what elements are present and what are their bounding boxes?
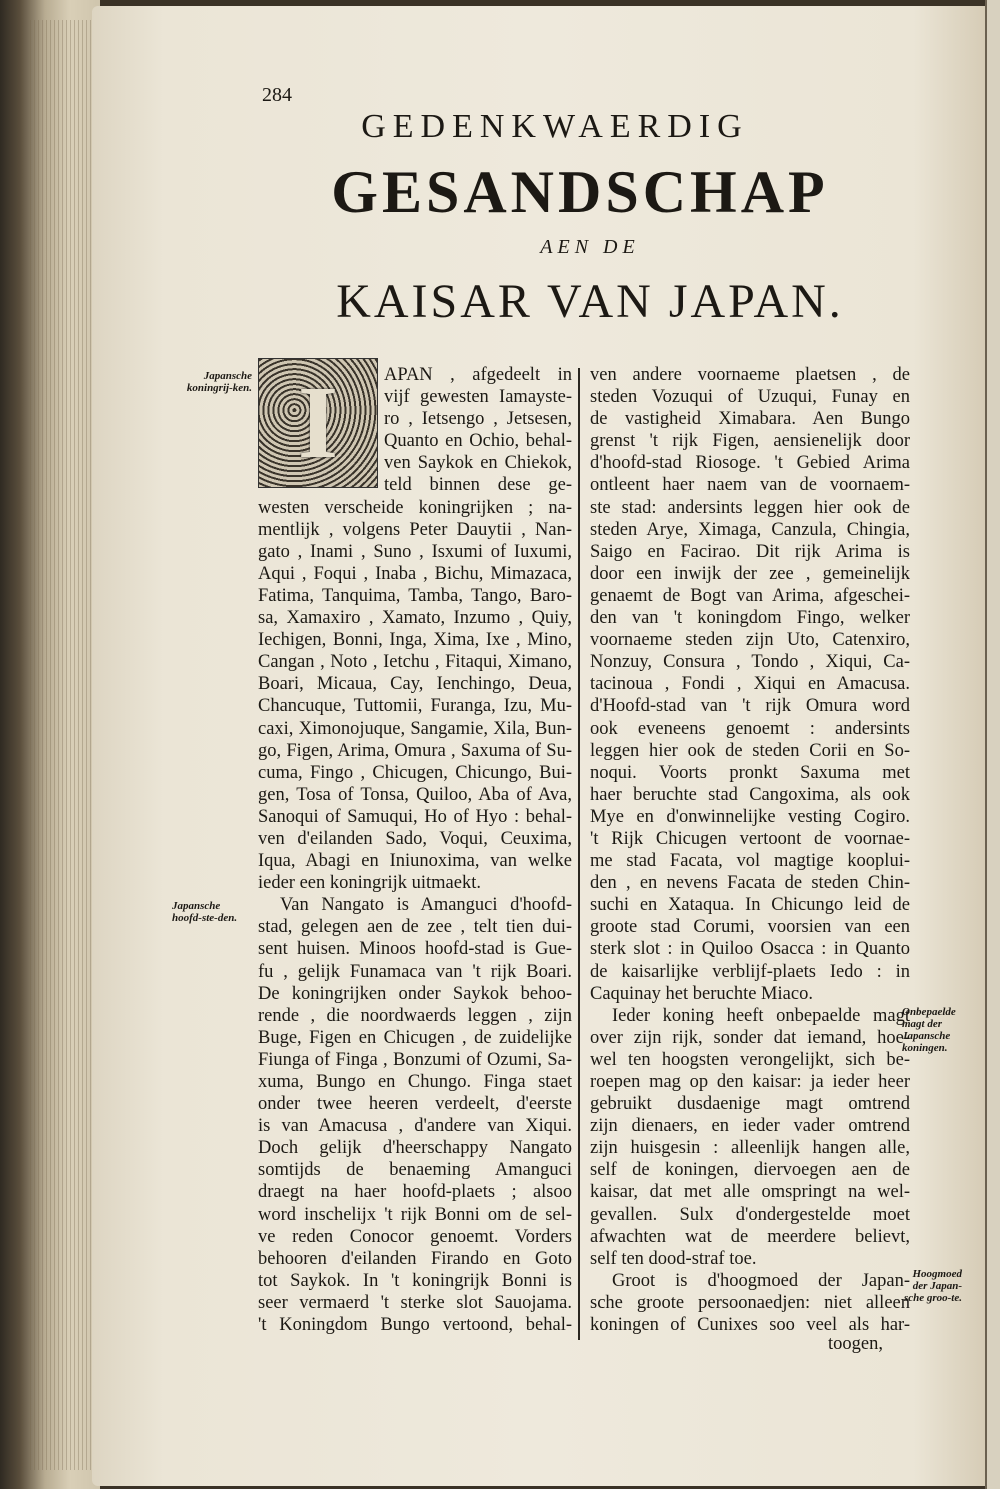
text-line: ontleent haer naem van de voornaem- <box>590 475 910 496</box>
text-line: rende , die noordwaerds leggen , zijn <box>258 1005 572 1026</box>
text-line: roepen mag op den kaisar: ja ieder heer <box>590 1072 910 1092</box>
right-text-column <box>590 364 910 1336</box>
text-line: afwachten wat de meerdere believt, <box>590 1226 910 1247</box>
text-line: gen, Tosa of Tonsa, Quiloo, Aba of Ava, <box>258 784 572 805</box>
text-line: Fiunga of Finga , Bonzumi of Ozumi, Sa- <box>258 1049 572 1070</box>
text-line: Saigo en Facirao. Dit rijk Arima is <box>590 541 910 562</box>
text-line: Nonzuy, Consura , Tondo , Xiqui, Ca- <box>590 652 910 673</box>
text-line: tacinoua , Fondi , Xiqui en Amacusa. <box>590 674 910 695</box>
text-line: sa, Xamaxiro , Xamato, Inzumo , Quiy, <box>258 608 572 629</box>
text-line: koningen of Cunixes soo veel als har- <box>590 1315 910 1336</box>
text-line: kaisar, dat met alle omspringt na wel- <box>590 1182 910 1203</box>
text-line: Quanto en Ochio, behal- <box>384 431 572 452</box>
margin-note: Japansche koningrij-ken. <box>186 370 252 394</box>
text-line: Cangan , Noto , Ietchu , Fitaqui, Ximano, <box>258 652 572 673</box>
title-line-2: GESANDSCHAP <box>331 159 829 225</box>
text-line: caxi, Ximonojuque, Sangamie, Xila, Bun- <box>258 718 572 739</box>
text-line: ve reden Conocor genoemt. Vorders <box>258 1226 572 1247</box>
text-line: Groot is d'hoogmoed der Japan- <box>612 1270 910 1291</box>
margin-note: Hoogmoed der Japan-sche groo-te. <box>903 1268 962 1304</box>
text-line: steden Vozuqui of Uzuqui, Funay en <box>590 387 910 408</box>
text-line: ro , Ietsengo , Jetsesen, <box>384 409 572 430</box>
page-number: 284 <box>262 84 292 106</box>
text-line: Boari, Micaua, Cay, Ienchingo, Deua, <box>258 674 572 695</box>
text-line: me stad Facata, vol magtige kooplui- <box>590 851 910 872</box>
text-line: 't Koningdom Bungo vertoond, behal- <box>258 1315 572 1336</box>
text-line: Caquinay het beruchte Miaco. <box>590 983 813 1004</box>
text-line: de kaisarlijke verblijf-plaets Iedo : in <box>590 961 910 982</box>
text-line: go, Figen, Arima, Omura , Saxuma of Su- <box>258 740 572 761</box>
text-line: self de koningen, diervoegen aen de <box>590 1160 910 1181</box>
text-line: sche groote persoonaedjen: niet alleen <box>590 1292 910 1313</box>
text-line: Fatima, Tanquima, Tamba, Tango, Baro- <box>258 585 572 606</box>
text-line: den van 't koningdom Fingo, welker <box>590 608 910 629</box>
text-line: groote stad Corumi, voorsien van een <box>590 917 910 938</box>
text-line: ste stad: andersints leggen hier ook de <box>590 497 910 518</box>
text-line: ieder een koningrijk uitmaekt. <box>258 873 481 894</box>
text-line: gevallen. Sulx d'ondergestelde moet <box>590 1204 910 1225</box>
text-line: wel ten hoogsten verongelijkt, sich be- <box>590 1049 910 1070</box>
text-line: gebruikt dusdaenige magt omtrend <box>590 1094 910 1115</box>
text-line: ven d'eilanden Sado, Voqui, Ceuxima, <box>258 828 572 849</box>
text-line: stad, gelegen aen de zee , telt tien dui- <box>258 917 572 938</box>
text-line: tot Saykok. In 't koningrijk Bonni is <box>258 1270 572 1291</box>
text-line: ven Saykok en Chiekok, <box>384 453 572 474</box>
title-line-4: KAISAR VAN JAPAN. <box>336 275 844 328</box>
text-line: draegt na haer hoofd-plaets ; alsoo <box>258 1182 572 1203</box>
text-line: over zijn rijk, sonder dat iemand, hoe- <box>590 1027 910 1048</box>
text-line: Sanoqui of Samuqui, Ho of Hyo : behal- <box>258 806 572 827</box>
text-line: gato , Inami , Suno , Isxumi of Iuxumi, <box>258 541 572 562</box>
margin-note: Onbepaelde magt der Japansche koningen. <box>902 1006 956 1054</box>
text-line: westen verscheide koningrijken ; na- <box>258 497 572 518</box>
text-line: onder twee heeren verdeelt, d'eerste <box>258 1094 572 1115</box>
text-line: Iqua, Abagi en Iniunoxima, van welke <box>258 851 572 872</box>
text-line: leggen hier ook de steden Corii en So- <box>590 740 910 761</box>
text-line: vijf gewesten Iamayste- <box>384 387 572 408</box>
text-line: den , en nevens Facata de steden Chin- <box>590 873 910 894</box>
text-line: teld binnen dese ge- <box>384 475 572 496</box>
text-line: cuma, Fingo , Chicugen, Chicungo, Bui- <box>258 762 572 783</box>
text-line: voornaeme steden zijn Uto, Catenxiro, <box>590 630 910 651</box>
text-line: grenst 't rijk Figen, aensienelijk door <box>590 431 910 452</box>
drop-cap-letter: I <box>297 365 339 480</box>
text-line: Mye en d'onwinnelijke vesting Cogiro. <box>590 806 910 827</box>
text-line: Buge, Figen en Chicugen , de zuidelijke <box>258 1027 572 1048</box>
text-line: is van Amacusa , d'andere van Xiqui. <box>258 1116 572 1137</box>
text-line: sterk slot : in Quiloo Osacca : in Quanto <box>590 939 910 960</box>
text-line: Van Nangato is Amanguci d'hoofd- <box>280 895 572 916</box>
text-line: steden Arye, Ximaga, Canzula, Chingia, <box>590 519 910 540</box>
text-line: seer vermaerd 't sterke slot Sauojama. <box>258 1292 572 1313</box>
text-line: APAN , afgedeelt in <box>384 365 572 385</box>
text-line: Iechigen, Bonni, Inga, Xima, Ixe , Mino, <box>258 630 572 651</box>
text-line: noqui. Voorts pronkt Saxuma met <box>590 762 910 783</box>
text-line: Chancuque, Tuttomii, Furanga, Izu, Mu- <box>258 696 572 717</box>
left-text-column <box>258 364 572 1336</box>
text-line: Aqui , Foqui , Inaba , Bichu, Mimazaca, <box>258 563 572 584</box>
text-line: De koningrijken onder Saykok behoo- <box>258 983 572 1004</box>
text-line: ven andere voornaeme plaetsen , de <box>590 365 910 385</box>
margin-note: Japansche hoofd-ste-den. <box>172 900 238 924</box>
text-line: fu , gelijk Funamaca van 't rijk Boari. <box>258 961 572 982</box>
title-line-1: GEDENKWAERDIG <box>361 108 749 145</box>
text-line: 't Rijk Chicugen vertoont de voornae- <box>590 828 910 849</box>
text-line: d'hoofd-stad Riosoge. 't Gebied Arima <box>590 453 910 474</box>
text-line: self ten dood-straf toe. <box>590 1248 757 1269</box>
text-line: word inschelijx 't rijk Bonni om de sel- <box>258 1204 572 1225</box>
text-line: mentlijk , volgens Peter Dauytii , Nan- <box>258 519 572 540</box>
text-line: Doch gelijk d'heerschappy Nangato <box>258 1138 572 1159</box>
text-line: Ieder koning heeft onbepaelde magt <box>612 1005 910 1026</box>
text-line: ook eveneens genoemt : andersints <box>590 718 910 739</box>
column-divider <box>578 368 580 1340</box>
text-line: somtijds de benaeming Amanguci <box>258 1160 572 1181</box>
text-line: suchi en Xataqua. In Chicungo leid de <box>590 895 910 916</box>
text-line: zijn dienaers, en ieder vader omtrend <box>590 1116 910 1137</box>
text-line: d'Hoofd-stad van 't rijk Omura word <box>590 696 910 717</box>
text-line: genaemt de Bogt van Arima, afgeschei- <box>590 585 910 606</box>
ornamental-drop-cap <box>258 358 378 488</box>
text-line: xuma, Bungo en Chungo. Finga staet <box>258 1072 572 1092</box>
text-line: behooren d'eilanden Firando en Goto <box>258 1248 572 1269</box>
text-line: door een inwijk der zee , gemeinelijk <box>590 563 910 584</box>
catchword: toogen, <box>828 1334 883 1354</box>
title-line-3: AEN DE <box>540 236 640 258</box>
text-line: de vastigheid Ximabara. Aen Bungo <box>590 409 910 430</box>
text-line: zijn huisgesin : alleenlijk hangen alle, <box>590 1138 910 1159</box>
text-line: sent huisen. Minoos hoofd-stad is Gue- <box>258 939 572 960</box>
text-line: haer beruchte stad Cangoxima, als ook <box>590 784 910 805</box>
